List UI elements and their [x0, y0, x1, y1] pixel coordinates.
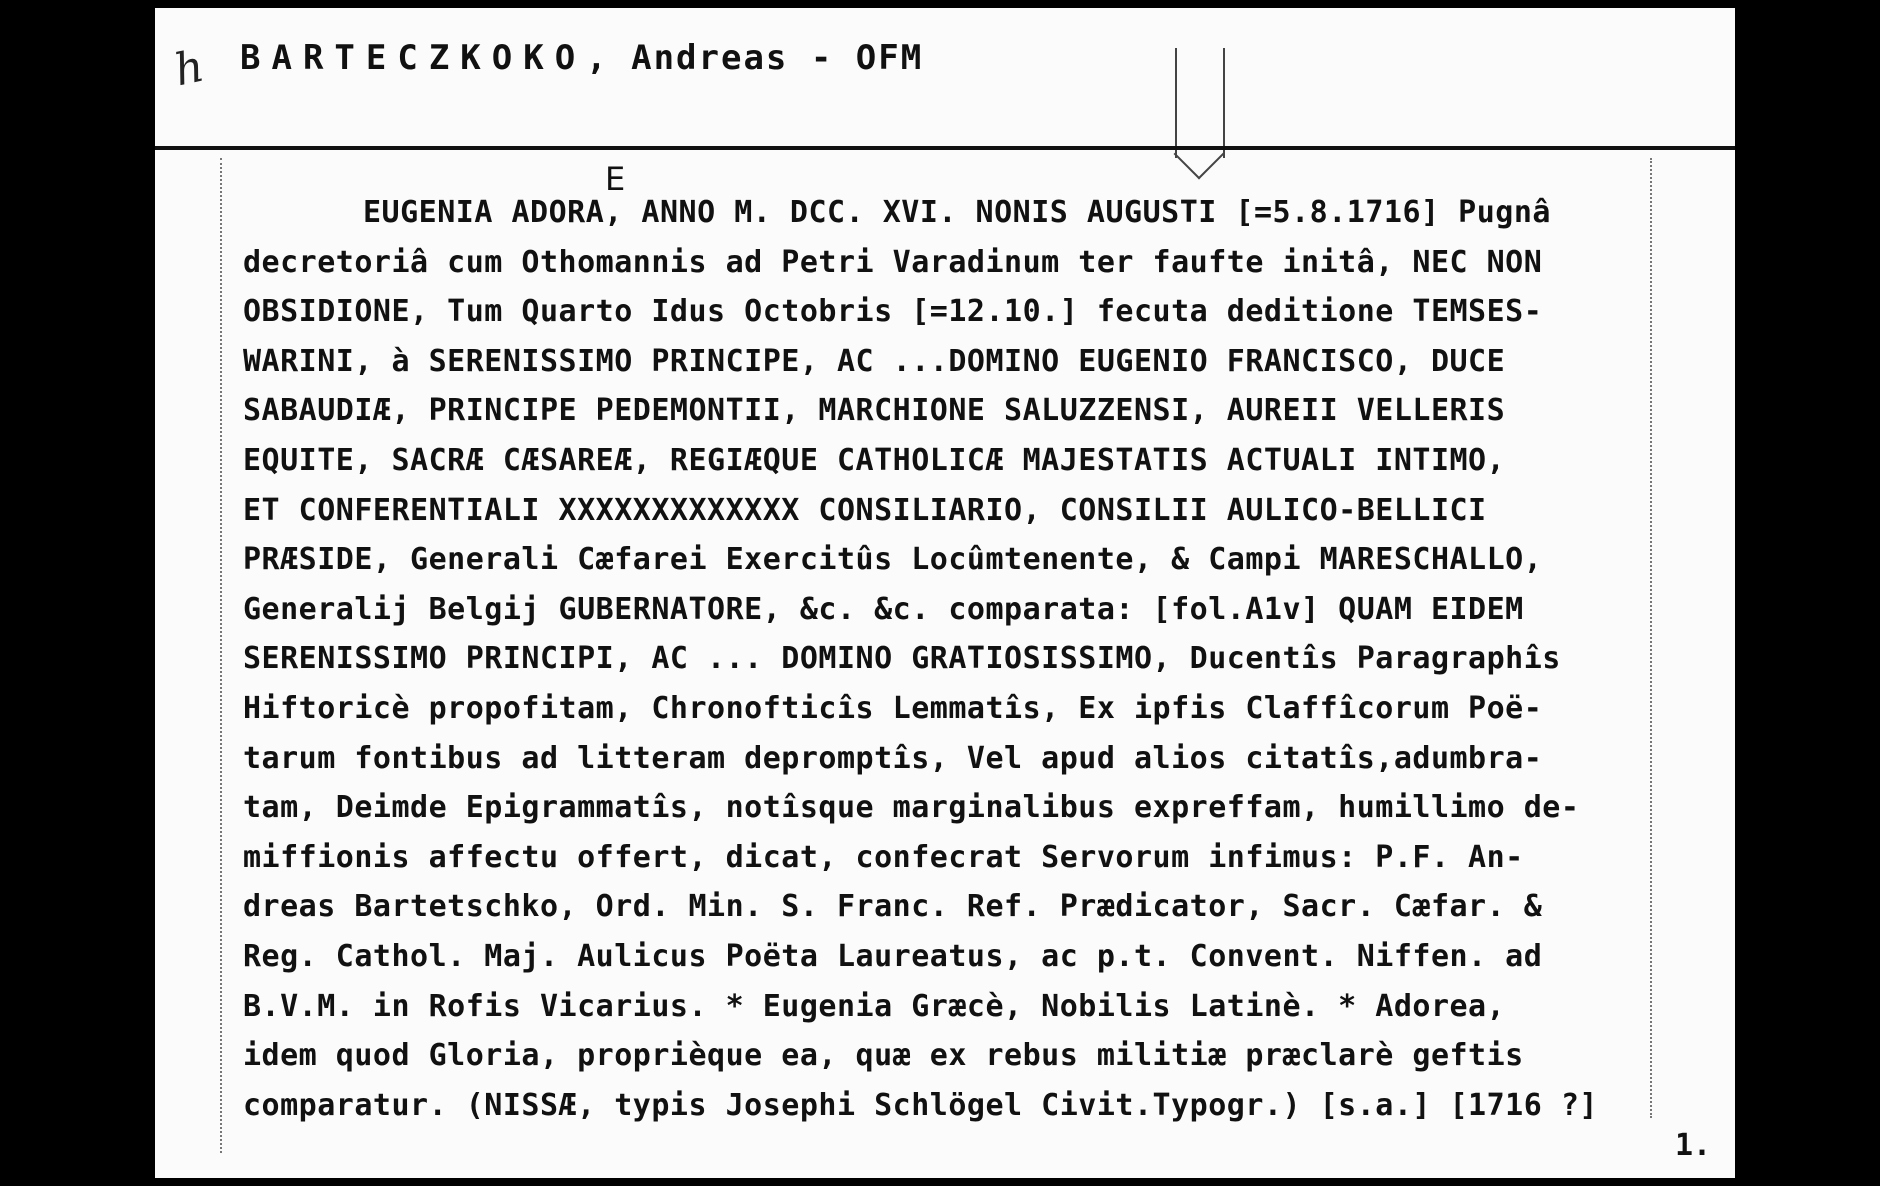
body-line-10: SERENISSIMO PRINCIPI, AC ... DOMINO GRATIOSISSIMO, Ducentîs Paragraphîs: [243, 641, 1561, 677]
body-line-19: comparatur. (NISSÆ, typis Josephi Schlögel Civit.Typogr.) [s.a.] [1716 ?]: [243, 1087, 1598, 1123]
author-surname: BARTECZKOKO: [240, 38, 587, 78]
body-line-16: Reg. Cathol. Maj. Aulicus Poëta Laureatus, ac p.t. Convent. Niffen. ad: [243, 938, 1543, 974]
body-line-14: miffionis affectu offert, dicat, confecrat Servorum infimus: P.F. An-: [243, 839, 1524, 875]
body-line-4: WARINI, à SERENISSIMO PRINCIPE, AC ...DOMINO EUGENIO FRANCISCO, DUCE: [243, 343, 1506, 379]
body-line-15: dreas Bartetschko, Ord. Min. S. Franc. Ref. Prædicator, Sacr. Cæfar. &: [243, 889, 1543, 925]
body-line-9: Generalij Belgij GUBERNATORE, &c. &c. comparata: [fol.A1v] QUAM EIDEM: [243, 591, 1524, 627]
body-line-6: EQUITE, SACRÆ CÆSAREÆ, REGIÆQUE CATHOLICÆ MAJESTATIS ACTUALI INTIMO,: [243, 442, 1506, 478]
body-line-2: decretoriâ cum Othomannis ad Petri Varadinum ter faufte initâ, NEC NON: [243, 244, 1543, 280]
punch-hole-marker: [1175, 48, 1225, 158]
card-number: 1.: [1675, 1128, 1712, 1163]
body-line-11: Hiftoricè propofitam, Chronofticîs Lemmatîs, Ex ipfis Claffîcorum Poë-: [243, 690, 1543, 726]
body-line-12: tarum fontibus ad litteram depromptîs, Vel apud alios citatîs,adumbra-: [243, 740, 1543, 776]
body-line-8: PRÆSIDE, Generali Cæfarei Exercitûs Locûmtenente, & Campi MARESCHALLO,: [243, 542, 1543, 578]
body-line-18: idem quod Gloria, proprièque ea, quæ ex rebus militiæ præclarè geftis: [243, 1038, 1524, 1074]
card-header: [240, 38, 923, 78]
handwritten-mark: h: [170, 40, 209, 97]
body-line-13: tam, Deimde Epigrammatîs, notîsque marginalibus expreffam, humillimo de-: [243, 790, 1580, 826]
body-line-5: SABAUDIÆ, PRINCIPE PEDEMONTII, MARCHIONE SALUZZENSI, AUREII VELLERIS: [243, 393, 1506, 429]
author-rest: , Andreas - OFM: [586, 38, 924, 78]
left-margin-line: [220, 158, 222, 1153]
card-body: [243, 188, 1823, 1130]
body-line-1: EUGENIA ADORA, ANNO M. DCC. XVI. NONIS AUGUSTI [=5.8.1716] Pugnâ: [363, 195, 1551, 230]
catalog-card: [155, 8, 1735, 1178]
header-rule: [155, 146, 1735, 150]
body-line-3: OBSIDIONE, Tum Quarto Idus Octobris [=12.10.] fecuta deditione TEMSES-: [243, 294, 1543, 330]
handwritten-correction-e: E: [605, 160, 626, 198]
body-line-7: ET CONFERENTIALI XXXXXXXXXXXXX CONSILIARIO, CONSILII AULICO-BELLICI: [243, 492, 1487, 528]
body-line-17: B.V.M. in Rofis Vicarius. * Eugenia Græcè, Nobilis Latinè. * Adorea,: [243, 988, 1506, 1024]
